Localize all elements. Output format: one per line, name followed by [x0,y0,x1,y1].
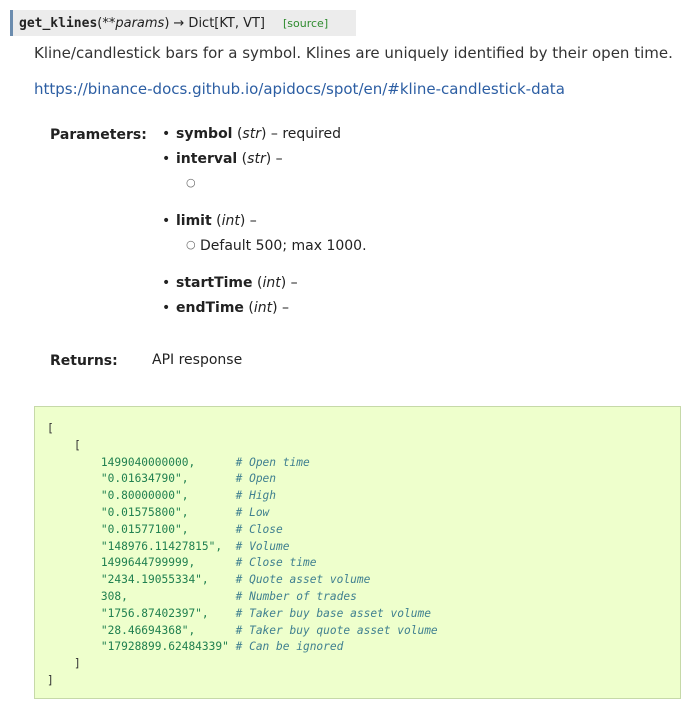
code-line [47,606,680,623]
code-value: ] [47,673,54,687]
code-value: "2434.19055334", [100,573,236,587]
code-line [47,455,680,472]
code-comment: # Low [235,505,270,519]
code-line [47,673,680,690]
param-name: interval [176,151,238,167]
function-description: Kline/candlestick bars for a symbol. Klines are uniquely identified by their open time. [34,44,673,62]
code-comment: # Open [235,472,277,486]
code-line [47,505,680,522]
function-name: get_klines [19,15,98,31]
param-name: startTime [176,275,253,291]
code-comment: # Open time [235,455,310,469]
code-comment: # Can be ignored [235,640,344,654]
code-line [47,589,680,606]
api-docs-link[interactable]: https://binance-docs.github.io/apidocs/spot/en/#kline-candlestick-data [34,80,565,98]
code-line [47,471,680,488]
code-value: [ [47,422,54,435]
code-comment: # Taker buy quote asset volume [235,623,438,637]
open-paren: ( [97,15,103,31]
parameters-label: Parameters: [50,127,147,143]
code-value: "0.80000000", [100,489,236,503]
code-comment: # Volume [235,539,290,553]
param-item: • limit (int) – [162,213,257,229]
code-value: "0.01577100", [100,522,236,536]
code-line [47,555,680,572]
returns-label: Returns: [50,353,118,369]
bullet-icon: • [162,151,171,167]
return-annotation: → Dict[KT, VT] [173,15,265,31]
code-value: "0.01634790", [100,472,236,486]
param-type: int [253,300,273,316]
code-value: [ [73,438,81,452]
param-name: limit [176,213,212,229]
param-item: • interval (str) – [162,151,283,167]
code-comment: # Close [235,522,283,536]
code-comment: # High [235,489,277,503]
code-value: ] [73,657,81,671]
param-type: str [247,151,266,167]
param-type: int [262,275,281,291]
code-comment: # Close time [235,556,317,570]
code-line [47,623,680,640]
code-value: "148976.11427815", [100,539,236,553]
code-value: "17928899.62484339" [100,640,236,654]
code-line [47,438,680,455]
bullet-icon: • [162,275,171,291]
code-value: "0.01575800", [100,505,236,519]
param-item: • startTime (int) – [162,275,298,291]
param-type: str [242,126,261,142]
code-line [47,488,680,505]
code-example-block [34,406,681,699]
code-value: "28.46694368", [100,623,236,637]
code-line [47,572,680,589]
circle-bullet-icon: ○ [186,176,196,189]
code-line [47,421,680,438]
code-comment: # Quote asset volume [235,573,371,587]
code-value: 1499644799999, [100,556,236,570]
param-name: symbol [176,126,233,142]
code-line [47,656,680,673]
code-value: 308, [100,589,236,603]
code-line [47,539,680,556]
code-value: "1756.87402397", [100,606,236,620]
function-signature [10,10,356,36]
param-type: int [221,213,240,229]
code-line [47,639,680,656]
param-sub-item [186,238,367,275]
bullet-icon: • [162,300,171,316]
code-value: 1499040000000, [100,455,236,469]
code-comment: # Taker buy base asset volume [235,606,431,620]
bullet-icon: • [162,213,171,229]
returns-value: API response [152,352,243,368]
parameters-list [162,126,367,325]
circle-bullet-icon: ○ [186,238,196,251]
source-link[interactable]: [source] [283,16,329,30]
code-comment: # Number of trades [235,589,357,603]
param-item: • symbol (str) – required [162,126,342,142]
param-item: • endTime (int) – [162,300,290,316]
code-line [47,522,680,539]
signature-params: **params [102,15,165,31]
param-name: endTime [176,300,244,316]
close-paren: ) [164,15,170,31]
param-sub-item [186,176,367,213]
bullet-icon: • [162,126,171,142]
param-desc: required [282,126,342,142]
param-sub-text: Default 500; max 1000. [200,238,367,254]
